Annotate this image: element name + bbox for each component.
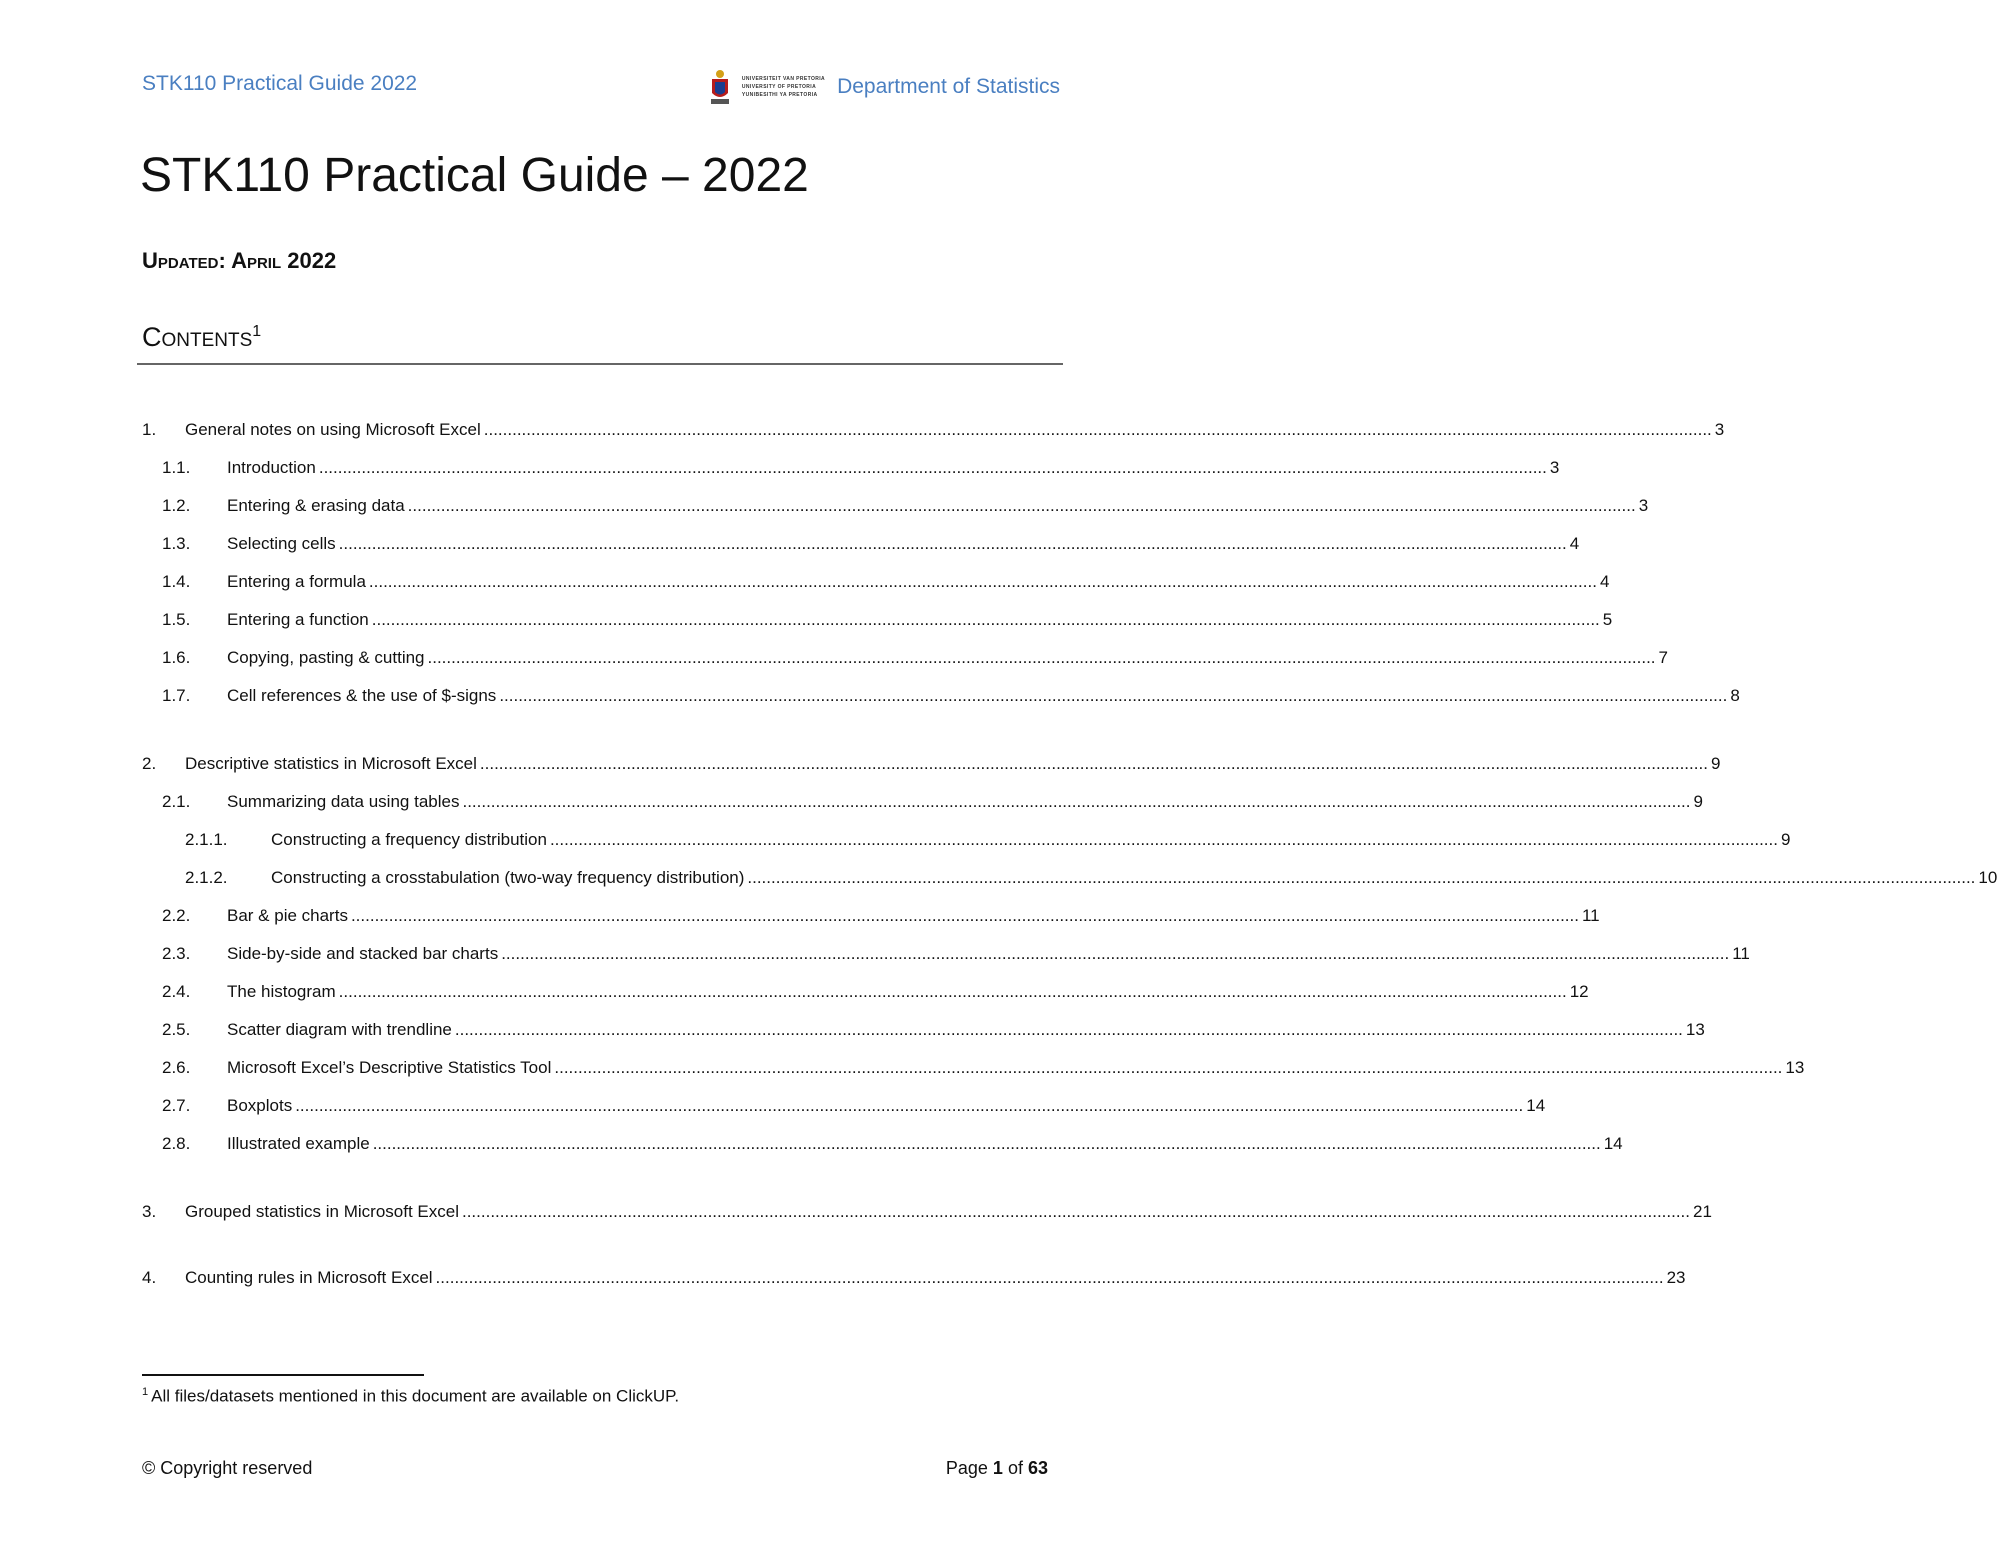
toc-entry-page: 9 <box>1693 792 1703 811</box>
toc-entry-title: Bar & pie charts <box>227 906 348 925</box>
toc-entry-number: 2.1.1. <box>185 830 228 849</box>
toc-dot-leader: .................................................................................................................................................................................................................................................................... <box>435 1268 1664 1287</box>
toc-entry[interactable] <box>162 534 1580 560</box>
toc-entry[interactable] <box>162 686 1740 712</box>
toc-dot-leader: .................................................................................................................................................................................................................................................................... <box>371 610 1600 629</box>
toc-dot-leader: .................................................................................................................................................................................................................................................................... <box>368 572 1597 591</box>
toc-entry-title: Introduction <box>227 458 316 477</box>
university-name-lines <box>742 76 825 98</box>
toc-entry-number: 2.6. <box>162 1058 191 1077</box>
toc-entry-page: 3 <box>1638 496 1649 515</box>
toc-entry[interactable] <box>162 496 1649 522</box>
toc-entry-page: 12 <box>1569 982 1589 1001</box>
toc-entry-number: 3. <box>142 1202 157 1221</box>
toc-dot-leader: .................................................................................................................................................................................................................................................................... <box>483 420 1712 439</box>
toc-entry-title: Constructing a crosstabulation (two-way frequency distribution) <box>271 868 745 887</box>
toc-entry[interactable] <box>162 792 1703 818</box>
toc-dot-leader: .................................................................................................................................................................................................................................................................... <box>407 496 1636 515</box>
page-current: 1 <box>992 1458 1003 1478</box>
toc-entry-page: 4 <box>1599 572 1610 591</box>
toc-entry-number: 2.1.2. <box>185 868 228 887</box>
running-header-title: STK110 Practical Guide 2022 <box>142 72 418 95</box>
toc-entry-number: 1.3. <box>162 534 191 553</box>
toc-entry-page: 23 <box>1666 1268 1686 1287</box>
toc-entry[interactable] <box>142 1202 1712 1228</box>
toc-entry[interactable] <box>162 944 1750 970</box>
toc-entry-page: 7 <box>1658 648 1669 667</box>
toc-entry-page: 3 <box>1714 420 1725 439</box>
toc-entry-title: Microsoft Excel’s Descriptive Statistics Tool <box>227 1058 552 1077</box>
toc-entry-title: Entering & erasing data <box>227 496 405 515</box>
toc-dot-leader: .................................................................................................................................................................................................................................................................... <box>479 754 1708 773</box>
toc-dot-leader: .................................................................................................................................................................................................................................................................... <box>372 1134 1601 1153</box>
toc-entry[interactable] <box>142 1268 1686 1294</box>
header-logo-group <box>708 66 1060 108</box>
toc-dot-leader: .................................................................................................................................................................................................................................................................... <box>499 686 1728 705</box>
toc-entry-number: 2. <box>142 754 157 773</box>
toc-entry-page: 4 <box>1569 534 1580 553</box>
toc-entry-number: 2.7. <box>162 1096 191 1115</box>
copyright-notice: © Copyright reserved <box>142 1458 313 1478</box>
toc-entry-title: Copying, pasting & cutting <box>227 648 425 667</box>
toc-dot-leader: .................................................................................................................................................................................................................................................................... <box>501 944 1730 963</box>
toc-dot-leader: .................................................................................................................................................................................................................................................................... <box>427 648 1656 667</box>
toc-entry-page: 9 <box>1780 830 1791 849</box>
toc-entry-title: The histogram <box>227 982 336 1001</box>
toc-entry-number: 1.6. <box>162 648 191 667</box>
toc-entry-title: Illustrated example <box>227 1134 370 1153</box>
toc-entry-title: Selecting cells <box>227 534 336 553</box>
toc-entry-number: 2.8. <box>162 1134 191 1153</box>
toc-entry[interactable] <box>162 648 1669 674</box>
page-of: of <box>1007 1458 1023 1478</box>
toc-entry-page: 11 <box>1581 906 1600 925</box>
toc-entry-title: Cell references & the use of $-signs <box>227 686 497 705</box>
toc-entry[interactable] <box>142 420 1725 446</box>
contents-heading <box>142 322 261 353</box>
toc-entry[interactable] <box>185 830 1791 856</box>
footnote-mark: 1 <box>142 1386 149 1398</box>
toc-entry[interactable] <box>162 906 1600 932</box>
footnote-separator <box>142 1374 424 1376</box>
document-title: STK110 Practical Guide – 2022 <box>140 149 809 202</box>
toc-entry[interactable] <box>162 1020 1705 1046</box>
toc-dot-leader: .................................................................................................................................................................................................................................................................... <box>747 868 1976 887</box>
toc-dot-leader: .................................................................................................................................................................................................................................................................... <box>338 982 1567 1001</box>
toc-entry-page: 14 <box>1603 1134 1623 1153</box>
university-line-2: UNIVERSITY OF PRETORIA <box>741 84 817 90</box>
department-name: Department of Statistics <box>837 75 1060 98</box>
contents-heading-text: Contents <box>142 322 253 352</box>
toc-entry[interactable] <box>162 572 1610 598</box>
toc-entry-number: 1. <box>142 420 157 439</box>
toc-entry-number: 1.5. <box>162 610 191 629</box>
toc-entry-title: General notes on using Microsoft Excel <box>185 420 481 439</box>
toc-entry[interactable] <box>162 458 1560 484</box>
toc-entry-page: 13 <box>1785 1058 1805 1077</box>
toc-entry-number: 2.4. <box>162 982 191 1001</box>
toc-entry-title: Grouped statistics in Microsoft Excel <box>185 1202 459 1221</box>
toc-entry-page: 5 <box>1602 610 1613 629</box>
footnote-text: All files/datasets mentioned in this document are available on ClickUP. <box>151 1386 680 1406</box>
toc-entry-page: 14 <box>1526 1096 1546 1115</box>
university-line-3: YUNIBESITHI YA PRETORIA <box>741 92 818 98</box>
toc-entry-page: 9 <box>1710 754 1721 773</box>
toc-entry-title: Summarizing data using tables <box>227 792 460 811</box>
toc-entry-page: 21 <box>1693 1202 1712 1221</box>
toc-entry-title: Descriptive statistics in Microsoft Excel <box>185 754 477 773</box>
university-crest-logo <box>708 67 732 107</box>
toc-entry-number: 1.1. <box>162 458 191 477</box>
toc-entry-number: 2.3. <box>162 944 191 963</box>
contents-divider <box>137 363 1063 365</box>
toc-entry[interactable] <box>142 754 1721 780</box>
toc-entry[interactable] <box>162 1134 1623 1160</box>
toc-entry-title: Side-by-side and stacked bar charts <box>227 944 499 963</box>
contents-footnote-mark: 1 <box>252 323 262 340</box>
toc-entry-title: Entering a formula <box>227 572 366 591</box>
toc-entry-number: 1.2. <box>162 496 191 515</box>
toc-entry[interactable] <box>162 610 1613 636</box>
toc-entry[interactable] <box>162 1096 1546 1122</box>
toc-dot-leader: .................................................................................................................................................................................................................................................................... <box>462 792 1691 811</box>
footnote <box>142 1386 679 1407</box>
toc-dot-leader: .................................................................................................................................................................................................................................................................... <box>350 906 1579 925</box>
toc-dot-leader: .................................................................................................................................................................................................................................................................... <box>554 1058 1783 1077</box>
toc-entry-page: 3 <box>1549 458 1560 477</box>
toc-entry-page: 8 <box>1730 686 1740 705</box>
toc-entry[interactable] <box>162 982 1589 1008</box>
page-number <box>946 1458 1048 1479</box>
toc-dot-leader: .................................................................................................................................................................................................................................................................... <box>549 830 1778 849</box>
toc-entry-number: 1.4. <box>162 572 191 591</box>
toc-entry-page: 13 <box>1685 1020 1705 1039</box>
toc-entry-number: 2.1. <box>162 792 191 811</box>
toc-entry-page: 11 <box>1732 944 1750 963</box>
toc-dot-leader: .................................................................................................................................................................................................................................................................... <box>295 1096 1524 1115</box>
toc-entry-number: 4. <box>142 1268 157 1287</box>
toc-entry-number: 1.7. <box>162 686 191 705</box>
page-label: Page <box>945 1458 988 1478</box>
toc-dot-leader: .................................................................................................................................................................................................................................................................... <box>461 1202 1691 1221</box>
toc-entry-page: 10 <box>1978 868 1997 887</box>
toc-dot-leader: .................................................................................................................................................................................................................................................................... <box>318 458 1547 477</box>
toc-entry-title: Constructing a frequency distribution <box>271 830 547 849</box>
toc-entry-title: Counting rules in Microsoft Excel <box>185 1268 433 1287</box>
updated-date: Updated: April 2022 <box>142 248 337 273</box>
page-total: 63 <box>1027 1458 1048 1478</box>
toc-entry[interactable] <box>185 868 1997 894</box>
toc-entry[interactable] <box>162 1058 1805 1084</box>
university-line-1: UNIVERSITEIT VAN PRETORIA <box>741 76 826 82</box>
toc-entry-title: Scatter diagram with trendline <box>227 1020 452 1039</box>
toc-dot-leader: .................................................................................................................................................................................................................................................................... <box>454 1020 1683 1039</box>
toc-dot-leader: .................................................................................................................................................................................................................................................................... <box>338 534 1567 553</box>
toc-entry-number: 2.5. <box>162 1020 191 1039</box>
toc-entry-number: 2.2. <box>162 906 191 925</box>
toc-entry-title: Boxplots <box>227 1096 293 1115</box>
toc-entry-title: Entering a function <box>227 610 369 629</box>
